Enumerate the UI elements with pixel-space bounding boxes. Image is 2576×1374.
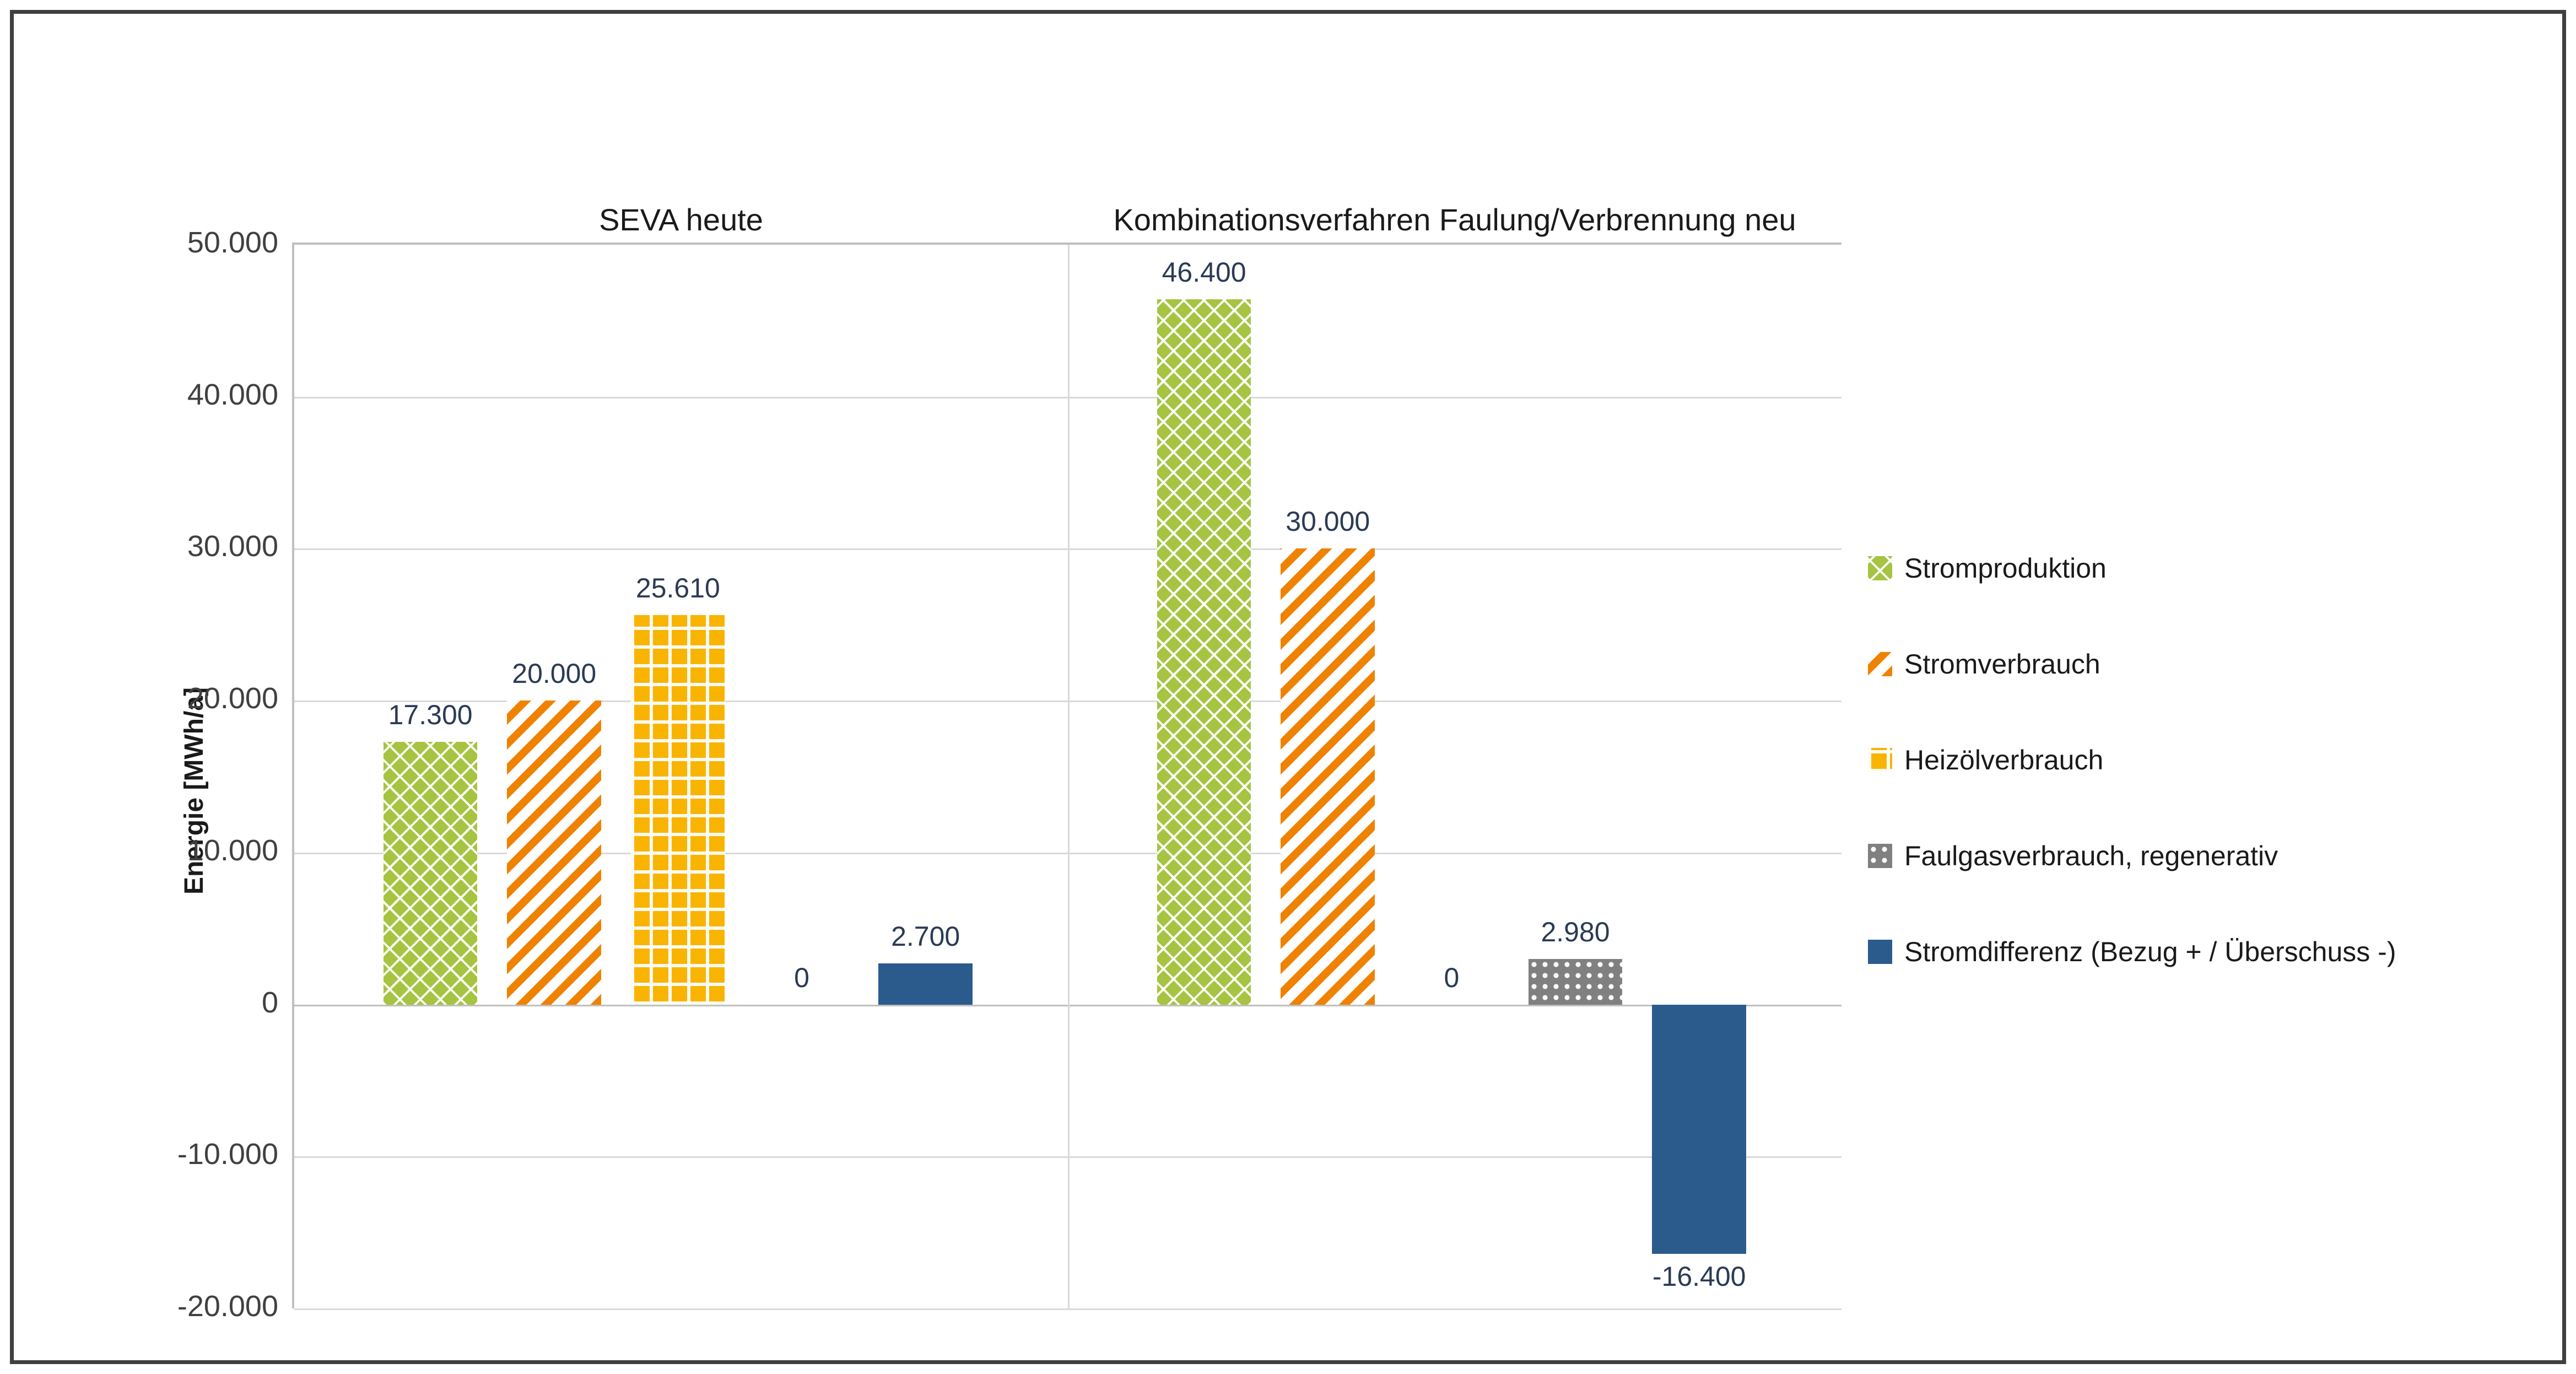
bar-group — [294, 202, 1068, 1308]
bar-value-label: 20.000 — [512, 658, 597, 689]
legend-label: Stromdifferenz (Bezug + / Überschuss -) — [1904, 936, 2396, 967]
legend-item[interactable] — [1868, 543, 2551, 594]
bar-value-label: 0 — [1444, 962, 1460, 993]
bar[interactable] — [507, 701, 601, 1004]
bar[interactable] — [1652, 1005, 1746, 1254]
y-tick-label: 40.000 — [187, 378, 278, 411]
legend-swatch — [1868, 652, 1892, 676]
legend-swatch — [1868, 556, 1892, 580]
plot-area — [292, 202, 1841, 1308]
y-axis-title: Energie [MWh/a] — [180, 687, 209, 895]
bar-slot — [492, 245, 616, 1308]
bar-value-label: 46.400 — [1162, 257, 1246, 288]
bar-value-label: 2.700 — [891, 921, 960, 952]
legend-swatch — [1868, 748, 1892, 772]
y-tick-label: 50.000 — [187, 226, 278, 259]
legend-label: Stromverbrauch — [1904, 649, 2100, 680]
y-tick-label: -20.000 — [177, 1290, 278, 1323]
bar-value-label: 25.610 — [635, 573, 720, 604]
legend-item[interactable] — [1868, 926, 2551, 977]
legend-item[interactable] — [1868, 639, 2551, 689]
legend-swatch — [1868, 940, 1892, 964]
bar-slot — [740, 245, 864, 1308]
bar[interactable] — [878, 963, 973, 1004]
group-label: Kombinationsverfahren Faulung/Verbrennung neu — [1113, 202, 1796, 237]
bar-group — [1068, 202, 1841, 1308]
bar-slot — [1266, 245, 1390, 1308]
bar-value-label: 17.300 — [388, 699, 473, 730]
bars — [1068, 245, 1841, 1308]
y-tick-label: 0 — [261, 985, 278, 1019]
legend-label: Faulgasverbrauch, regenerativ — [1904, 840, 2278, 871]
bar-slot — [1142, 245, 1266, 1308]
y-tick-label: 20.000 — [187, 682, 278, 715]
legend — [1868, 543, 2551, 1022]
legend-label: Stromproduktion — [1904, 553, 2107, 584]
y-tick-label: -10.000 — [177, 1138, 278, 1171]
bar[interactable] — [1529, 959, 1623, 1004]
bar-value-label: 0 — [794, 962, 809, 993]
group-label: SEVA heute — [599, 202, 763, 237]
legend-label: Heizölverbrauch — [1904, 745, 2104, 775]
bar[interactable] — [384, 742, 478, 1005]
bar-slot — [616, 245, 740, 1308]
bar[interactable] — [1281, 548, 1375, 1004]
bar[interactable] — [631, 615, 725, 1004]
y-axis-tick-labels — [91, 226, 278, 1323]
legend-swatch — [1868, 844, 1892, 868]
legend-item[interactable] — [1868, 831, 2551, 881]
chart-canvas — [14, 14, 2562, 1360]
bars — [294, 245, 1068, 1308]
axis-bottom-line — [294, 1308, 1841, 1310]
y-tick-label: 10.000 — [187, 833, 278, 867]
bar-value-label: -16.400 — [1652, 1260, 1746, 1292]
bar-value-label: 2.980 — [1541, 917, 1610, 948]
bar-slot — [1390, 245, 1514, 1308]
chart-frame — [10, 10, 2566, 1364]
bar-slot — [863, 245, 987, 1308]
bar-slot — [1637, 245, 1761, 1308]
y-tick-label: 30.000 — [187, 530, 278, 563]
bar-value-label: 30.000 — [1286, 506, 1370, 537]
bar-slot — [1514, 245, 1638, 1308]
legend-item[interactable] — [1868, 735, 2551, 785]
bar[interactable] — [1157, 299, 1251, 1004]
bar-slot — [369, 245, 493, 1308]
